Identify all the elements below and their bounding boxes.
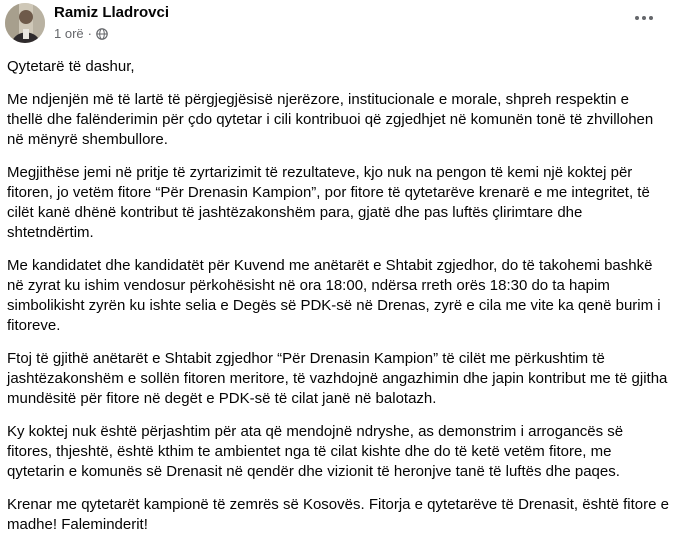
post-paragraph: Me ndjenjën më të lartë të përgjegjësisë njerëzore, institucionale e morale, shpreh respektin e thellë dhe falënderimin për çdo qytetar i cili kontribuoi që zgjedhjet në komunën tonë të zhvillohen në mënyrë shembullore. bbox=[7, 91, 654, 148]
more-options-icon bbox=[634, 15, 654, 21]
post-meta bbox=[54, 26, 108, 41]
post-body bbox=[7, 57, 669, 548]
post-paragraph: Ftoj të gjithë anëtarët e Shtabit zgjedhor “Për Drenasin Kampion” të cilët me përkushtim të jashtëzakonshëm e sollën fitoren meritore, të vazhdojnë angazhimin dhe japin kontribut me të gjitha mundësitë për fitore në degët e PDK-së të cilat janë në balotazh. bbox=[7, 350, 668, 407]
more-options-button[interactable] bbox=[626, 6, 662, 30]
avatar[interactable] bbox=[5, 3, 45, 43]
post-paragraph: Qytetarë të dashur, bbox=[7, 58, 135, 75]
post-paragraph: Me kandidatet dhe kandidatët për Kuvend me anëtarët e Shtabit zgjedhor, do të takohemi bashkë në zyrat ku ishim vendosur përkohësisht në ora 18:00, ndërsa rreth orës 18:30 do ta hapim simbolikisht zyrën ku ishte selia e Degës së PDK-së në Drenas, zyrë e cila me vite ka qenë burim i fitoreve. bbox=[7, 257, 661, 334]
globe-icon bbox=[96, 28, 108, 40]
profile-photo-icon bbox=[5, 3, 45, 43]
post-paragraph: Krenar me qytetarët kampionë të zemrës së Kosovës. Fitorja e qytetarëve të Drenasit, është fitore e madhe! Faleminderit! bbox=[7, 496, 669, 533]
post-time[interactable]: 1 orë bbox=[54, 26, 84, 41]
post-paragraph: Megjithëse jemi në pritje të zyrtarizimit të rezultateve, kjo nuk na pengon të kemi një koktej për fitoren, jo vetëm fitore “Për Drenasin Kampion”, por fitore të qytetarëve krenarë e me integritet, të cilët kanë dhënë kontribut të jashtëzakonshëm para, gjatë dhe pas luftës çlirimtare dhe shtetndërtim. bbox=[7, 164, 650, 241]
meta-separator: · bbox=[87, 26, 92, 41]
post-paragraph: Ky koktej nuk është përjashtim për ata që mendojnë ndryshe, as demonstrim i arrogancës së fitores, thjeshtë, është kthim te ambientet nga të cilat kishte dhe do të ketë vetëm fitore, me qytetarin e komunës së Drenasit në qendër dhe vizionit të heronjve tanë të luftës dhe paqes. bbox=[7, 423, 624, 480]
author-name[interactable]: Ramiz Lladrovci bbox=[54, 4, 170, 21]
post-header bbox=[0, 0, 677, 48]
